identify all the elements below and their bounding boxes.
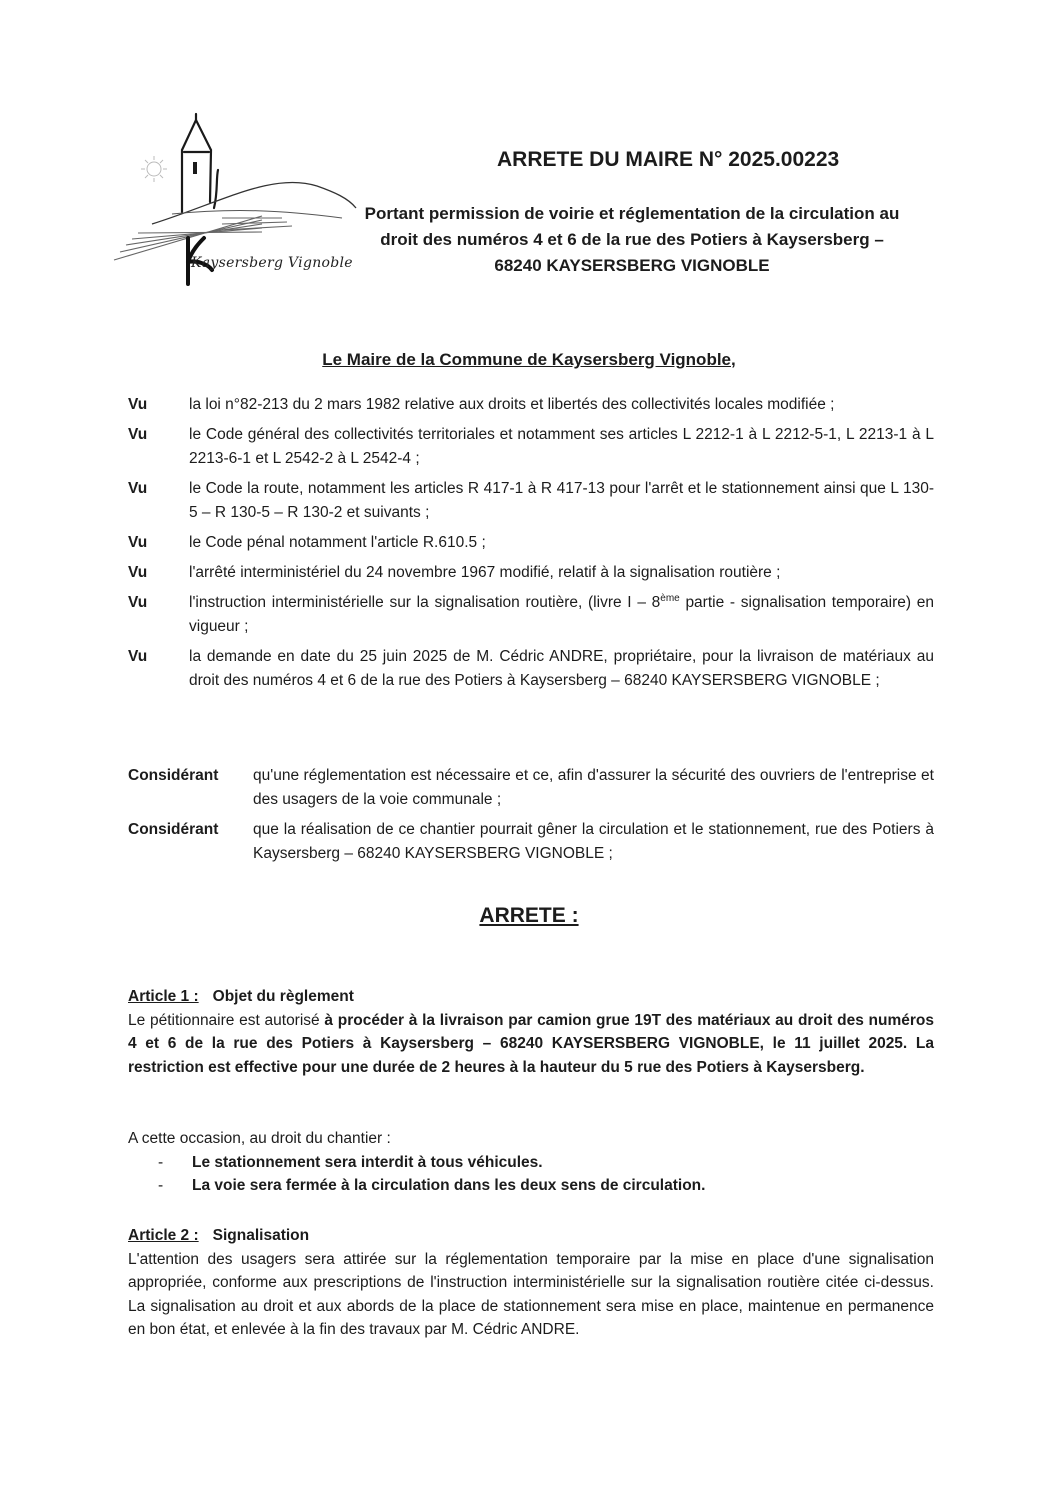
article-2-heading <box>128 1224 934 1248</box>
vu-label: Vu <box>128 480 148 497</box>
page-subtitle: Portant permission de voirie et réglementation de la circulation au droit des numéros 4 et 6 de la rue des Potiers à Kaysersberg – 68240 KAYSERSBERG VIGNOBLE <box>364 204 900 275</box>
vu-item <box>128 561 934 585</box>
article-1 <box>128 985 934 1079</box>
article-1-body <box>128 1009 934 1080</box>
vu-text: la demande en date du 25 juin 2025 de M. Cédric ANDRE, propriétaire, pour la livraison de matériaux au droit des numéros 4 et 6 de la rue des Potiers à Kaysersberg – 68240 KAYSERSBERG VIGNOBLE ; <box>189 648 934 689</box>
bullet-item <box>128 1174 934 1198</box>
vu-item <box>128 477 934 525</box>
vu-text <box>189 591 934 639</box>
bullet-item <box>128 1151 934 1175</box>
page-title: ARRETE DU MAIRE N° 2025.00223 <box>497 148 840 171</box>
vu-text-part: partie - signalisation temporaire) en vigueur ; <box>189 594 934 635</box>
occasion-bullets <box>128 1151 934 1198</box>
article-2-body: L'attention des usagers sera attirée sur la réglementation temporaire par la mise en place d'une signalisation appropriée, conforme aux prescriptions de l'instruction interministérielle sur la signalisation routière citée ci-dessus. La signalisation au droit et aux abords de la place de stationnement sera mise en place, maintenue en permanence en bon état, et enlevée à la fin des travaux par M. Cédric ANDRE. <box>128 1250 934 1338</box>
bullet-text: La voie sera fermée à la circulation dans les deux sens de circulation. <box>192 1177 706 1194</box>
article-1-title: Objet du règlement <box>212 988 354 1005</box>
mayor-heading: Le Maire de la Commune de Kaysersberg Vignoble, <box>322 350 736 369</box>
article-1-number: Article 1 : <box>128 988 199 1005</box>
article-1-heading <box>128 985 934 1009</box>
vu-text: le Code général des collectivités territoriales et notamment ses articles L 2212-1 à L 2212-5-1, L 2213-1 à L 2213-6-1 et L 2542-2 à L 2542-4 ; <box>189 426 934 467</box>
bullet-dash: - <box>158 1153 164 1171</box>
vu-text: la loi n°82-213 du 2 mars 1982 relative aux droits et libertés des collectivités locales modifiée ; <box>189 396 835 413</box>
kaysersberg-logo <box>112 112 362 287</box>
vu-item <box>128 393 934 417</box>
article-2-title: Signalisation <box>212 1227 310 1244</box>
vu-label: Vu <box>128 426 148 443</box>
vu-text-superscript: ème <box>660 592 680 604</box>
vu-text: l'arrêté interministériel du 24 novembre 1967 modifié, relatif à la signalisation routière ; <box>189 564 781 581</box>
vu-text-part: l'instruction interministérielle sur la signalisation routière, (livre I – 8 <box>189 594 661 611</box>
vu-item <box>128 423 934 471</box>
vu-label: Vu <box>128 564 148 581</box>
considerant-item <box>128 764 934 812</box>
article-1-bold-text: à procéder à la livraison par camion grue 19T des matériaux au droit des numéros 4 et 6 de la rue des Potiers à Kaysersberg – 68240 KAYSERSBERG VIGNOBLE, le 11 juillet 2025. La restriction est effective pour une durée de 2 heures à la hauteur du 5 rue des Potiers à Kaysersberg. <box>128 1011 935 1076</box>
bullet-dash: - <box>158 1177 164 1194</box>
vu-item <box>128 645 934 693</box>
vu-item <box>128 591 934 639</box>
vu-item <box>128 531 934 555</box>
considerant-label: Considérant <box>128 767 219 784</box>
considerant-text: que la réalisation de ce chantier pourrait gêner la circulation et le stationnement, rue des Potiers à Kaysersberg – 68240 KAYSERSBERG VIGNOBLE ; <box>253 821 934 862</box>
article-2 <box>128 1224 934 1342</box>
occasion-block <box>128 1127 934 1198</box>
considerant-list <box>128 764 934 872</box>
occasion-intro: A cette occasion, au droit du chantier : <box>128 1130 391 1147</box>
vu-label: Vu <box>128 396 148 413</box>
considerant-item <box>128 818 934 866</box>
considerant-text: qu'une réglementation est nécessaire et ce, afin d'assurer la sécurité des ouvriers de l'entreprise et des usagers de la voie communale ; <box>253 767 934 808</box>
logo-caption: Kaysersberg Vignoble <box>191 255 353 271</box>
considerant-label: Considérant <box>128 821 219 838</box>
vu-list <box>128 393 934 699</box>
vu-label: Vu <box>128 534 148 551</box>
article-2-number: Article 2 : <box>128 1227 199 1244</box>
bullet-text: Le stationnement sera interdit à tous véhicules. <box>192 1153 543 1171</box>
vu-label: Vu <box>128 648 148 665</box>
vu-label: Vu <box>128 594 148 611</box>
vu-text: le Code pénal notamment l'article R.610.5 ; <box>189 534 486 551</box>
arrete-heading: ARRETE : <box>479 904 579 927</box>
vu-text: le Code la route, notamment les articles R 417-1 à R 417-13 pour l'arrêt et le stationnement ainsi que L 130-5 – R 130-5 – R 130-2 et suivants ; <box>189 480 934 521</box>
article-1-intro: Le pétitionnaire est autorisé <box>128 1011 325 1029</box>
